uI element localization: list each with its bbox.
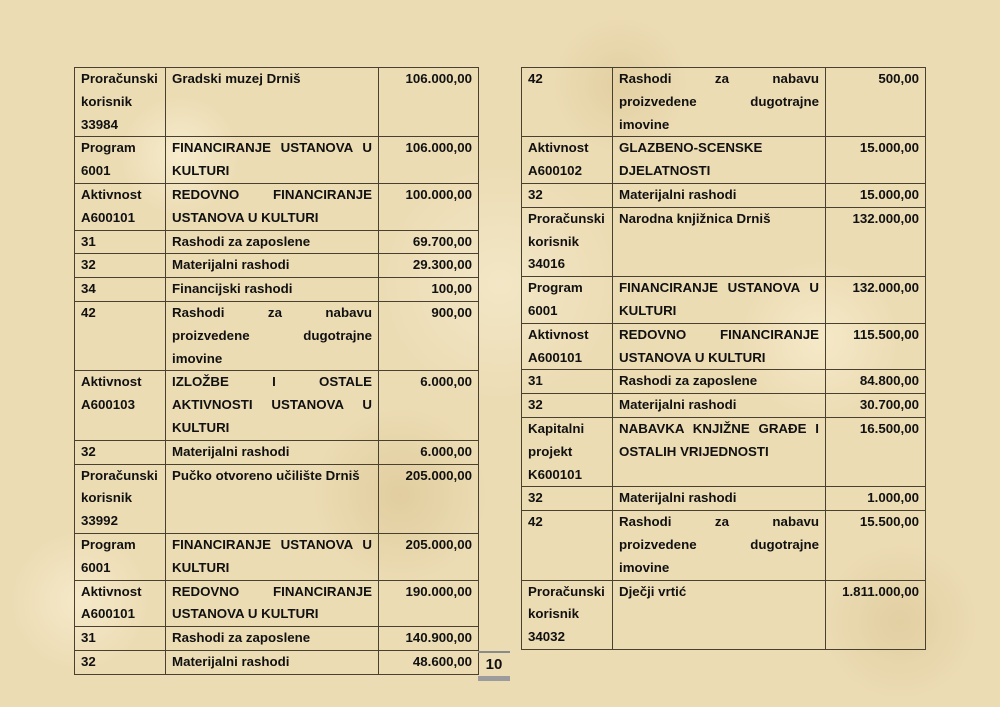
amount-cell: 900,00 [379, 301, 479, 370]
name-cell: Narodna knjižnica Drniš [613, 207, 826, 276]
table-row [522, 183, 926, 207]
table-row [522, 323, 926, 370]
code-cell: 42 [522, 68, 613, 137]
name-cell: Pučko otvoreno učilište Drniš [166, 464, 379, 533]
table-row [522, 370, 926, 394]
budget-table-left [74, 67, 479, 675]
left-table-body [75, 68, 479, 675]
name-cell: Materijalni rashodi [166, 254, 379, 278]
amount-cell: 6.000,00 [379, 371, 479, 440]
name-cell: Rashodi za nabavu proizvedene dugotrajne imovine [166, 301, 379, 370]
table-row [522, 207, 926, 276]
name-cell: Dječji vrtić [613, 580, 826, 649]
amount-cell: 132.000,00 [826, 207, 926, 276]
table-row [75, 371, 479, 440]
table-row [522, 417, 926, 486]
table-row [75, 68, 479, 137]
name-cell: Materijalni rashodi [613, 487, 826, 511]
table-row [522, 487, 926, 511]
name-cell: Materijalni rashodi [166, 440, 379, 464]
amount-cell: 15.000,00 [826, 137, 926, 184]
table-row [522, 580, 926, 649]
code-cell: Program 6001 [75, 533, 166, 580]
code-cell: Aktivnost A600101 [75, 580, 166, 627]
code-cell: 42 [522, 511, 613, 580]
table-row [75, 137, 479, 184]
code-cell: 32 [522, 394, 613, 418]
name-cell: IZLOŽBE I OSTALE AKTIVNOSTI USTANOVA U KULTURI [166, 371, 379, 440]
amount-cell: 140.900,00 [379, 627, 479, 651]
code-cell: Proračunski korisnik 33984 [75, 68, 166, 137]
code-cell: 32 [75, 254, 166, 278]
name-cell: FINANCIRANJE USTANOVA U KULTURI [166, 137, 379, 184]
amount-cell: 106.000,00 [379, 68, 479, 137]
table-row [75, 580, 479, 627]
amount-cell: 205.000,00 [379, 533, 479, 580]
table-row [75, 533, 479, 580]
code-cell: 34 [75, 278, 166, 302]
code-cell: 31 [75, 230, 166, 254]
table-row [75, 278, 479, 302]
right-table-body [522, 68, 926, 650]
name-cell: REDOVNO FINANCIRANJE USTANOVA U KULTURI [166, 183, 379, 230]
table-row [75, 440, 479, 464]
code-cell: 32 [522, 487, 613, 511]
table-row [522, 277, 926, 324]
code-cell: Proračunski korisnik 34016 [522, 207, 613, 276]
table-row [75, 183, 479, 230]
amount-cell: 48.600,00 [379, 650, 479, 674]
amount-cell: 6.000,00 [379, 440, 479, 464]
amount-cell: 100.000,00 [379, 183, 479, 230]
name-cell: Financijski rashodi [166, 278, 379, 302]
page-number: 10 [478, 651, 510, 681]
amount-cell: 29.300,00 [379, 254, 479, 278]
table-row [75, 301, 479, 370]
name-cell: FINANCIRANJE USTANOVA U KULTURI [166, 533, 379, 580]
code-cell: 31 [75, 627, 166, 651]
amount-cell: 15.500,00 [826, 511, 926, 580]
code-cell: Program 6001 [75, 137, 166, 184]
amount-cell: 190.000,00 [379, 580, 479, 627]
amount-cell: 30.700,00 [826, 394, 926, 418]
amount-cell: 84.800,00 [826, 370, 926, 394]
code-cell: 32 [75, 650, 166, 674]
code-cell: 32 [75, 440, 166, 464]
name-cell: REDOVNO FINANCIRANJE USTANOVA U KULTURI [613, 323, 826, 370]
name-cell: NABAVKA KNJIŽNE GRAĐE I OSTALIH VRIJEDNOSTI [613, 417, 826, 486]
name-cell: Gradski muzej Drniš [166, 68, 379, 137]
amount-cell: 106.000,00 [379, 137, 479, 184]
code-cell: 42 [75, 301, 166, 370]
amount-cell: 100,00 [379, 278, 479, 302]
amount-cell: 1.000,00 [826, 487, 926, 511]
code-cell: Aktivnost A600102 [522, 137, 613, 184]
table-row [75, 254, 479, 278]
code-cell: Aktivnost A600101 [522, 323, 613, 370]
code-cell: 31 [522, 370, 613, 394]
table-row [75, 650, 479, 674]
code-cell: Program 6001 [522, 277, 613, 324]
code-cell: Proračunski korisnik 33992 [75, 464, 166, 533]
budget-table-right [521, 67, 926, 650]
table-row [522, 137, 926, 184]
code-cell: Proračunski korisnik 34032 [522, 580, 613, 649]
name-cell: Rashodi za zaposlene [613, 370, 826, 394]
name-cell: Materijalni rashodi [166, 650, 379, 674]
code-cell: 32 [522, 183, 613, 207]
name-cell: Materijalni rashodi [613, 394, 826, 418]
code-cell: Aktivnost A600103 [75, 371, 166, 440]
table-row [522, 68, 926, 137]
name-cell: GLAZBENO-SCENSKE DJELATNOSTI [613, 137, 826, 184]
amount-cell: 132.000,00 [826, 277, 926, 324]
name-cell: FINANCIRANJE USTANOVA U KULTURI [613, 277, 826, 324]
table-row [75, 464, 479, 533]
code-cell: Kapitalni projekt K600101 [522, 417, 613, 486]
amount-cell: 69.700,00 [379, 230, 479, 254]
amount-cell: 500,00 [826, 68, 926, 137]
name-cell: REDOVNO FINANCIRANJE USTANOVA U KULTURI [166, 580, 379, 627]
name-cell: Rashodi za nabavu proizvedene dugotrajne imovine [613, 511, 826, 580]
amount-cell: 205.000,00 [379, 464, 479, 533]
amount-cell: 16.500,00 [826, 417, 926, 486]
amount-cell: 15.000,00 [826, 183, 926, 207]
name-cell: Rashodi za zaposlene [166, 230, 379, 254]
table-row [522, 511, 926, 580]
code-cell: Aktivnost A600101 [75, 183, 166, 230]
amount-cell: 1.811.000,00 [826, 580, 926, 649]
table-row [75, 230, 479, 254]
table-row [522, 394, 926, 418]
name-cell: Rashodi za nabavu proizvedene dugotrajne imovine [613, 68, 826, 137]
name-cell: Materijalni rashodi [613, 183, 826, 207]
amount-cell: 115.500,00 [826, 323, 926, 370]
table-row [75, 627, 479, 651]
name-cell: Rashodi za zaposlene [166, 627, 379, 651]
